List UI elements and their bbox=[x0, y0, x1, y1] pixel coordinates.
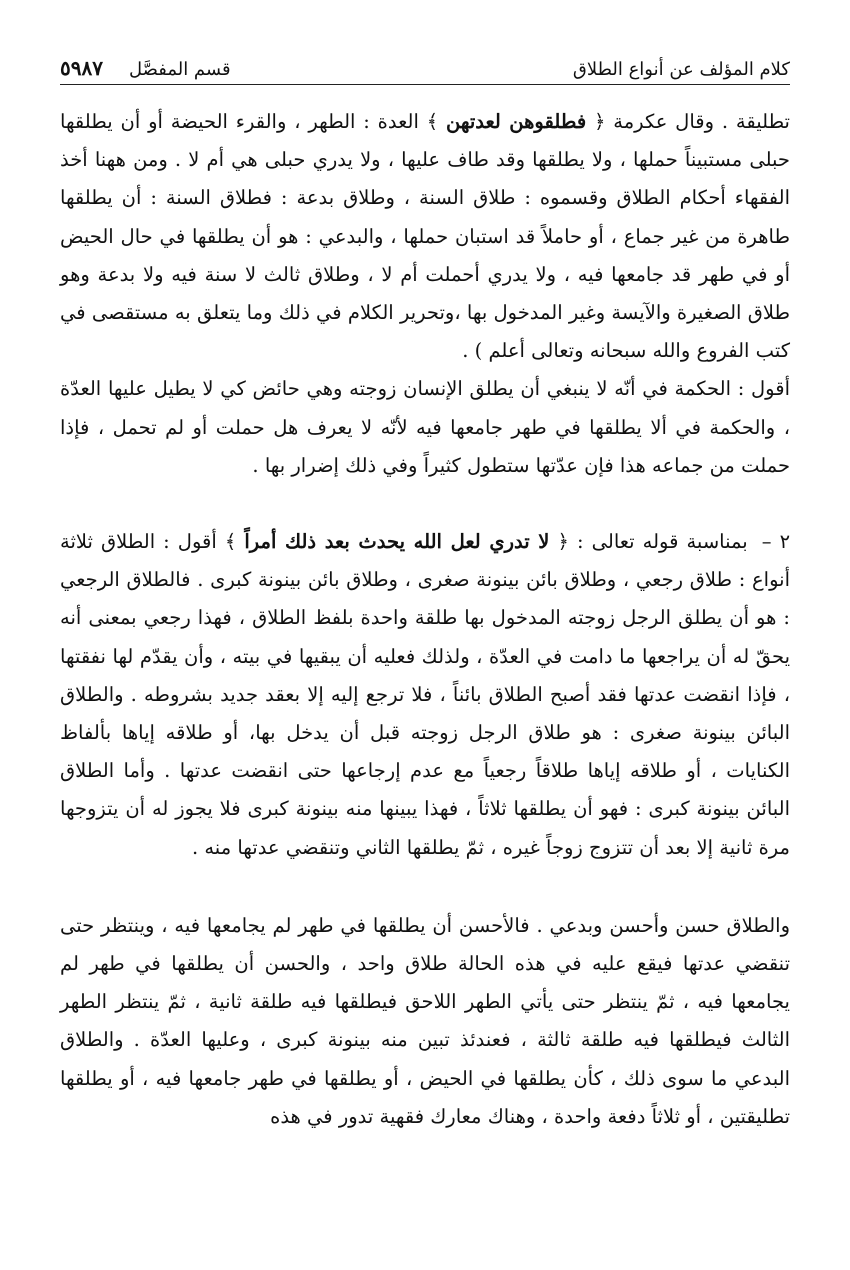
page-body bbox=[60, 103, 790, 1136]
paragraph-ikrima bbox=[60, 103, 790, 370]
quran-open-bracket: ﴿ bbox=[594, 110, 606, 133]
page-number: ٥٩٨٧ bbox=[60, 56, 103, 80]
paragraph-gap bbox=[60, 485, 790, 523]
paragraph-gap bbox=[60, 867, 790, 907]
paragraph-good-better-innovated bbox=[60, 907, 790, 1136]
paragraph-text: والطلاق حسن وأحسن وبدعي . فالأحسن أن يطلقها في طهر لم يجامعها فيه ، وينتظر حتى تنقضي عدتها فيقع عليه في هذه الحالة طلاق واحد ، والحسن أن يطلقها في طهر لم يجامعها فيه ، ثمّ ينتظر حتى يأتي الطهر اللاحق فيطلقها فيه طلقة ثانية ، ثمّ ينتظر الطهر الثالث فيطلقها فيه طلقة ثالثة ، فعندئذ تبين منه بينونة كبرى ، وعليها العدّة . والطلاق البدعي ما سوى ذلك ، كأن يطلقها في الحيض ، أو يطلقها في طهر جامعها فيه ، أو يطلقها تطليقتين ، أو ثلاثاً دفعة واحدة ، وهناك معارك فقهية تدور في هذه bbox=[60, 913, 790, 1128]
paragraph-text: أقول : الطلاق ثلاثة أنواع : طلاق رجعي ، وطلاق بائن بينونة صغرى ، وطلاق بائن بينونة كبرى . فالطلاق الرجعي : هو أن يطلق الرجل زوجته المدخول بها طلقة واحدة بلفظ الطلاق ، فهذا رجعي بمعنى أنه يحقّ له أن يراجعها ما دامت في العدّة ، ولذلك فعليه أن يبقيها في بيته ، وأن يقدّم لها نفقتها ، فإذا انقضت عدتها فقد أصبح الطلاق بائناً ، فلا ترجع إليه إلا بعقد جديد بشروطه . والطلاق البائن بينونة صغرى : هو طلاق الرجل زوجته قبل أن يدخل بها، أو طلاقه إياها بألفاظ الكنايات ، أو طلاقه إياها طلاقاً رجعياً مع عدم إرجاعها حتى انقضت عدتها . وأما الطلاق البائن بينونة كبرى : فهو أن يطلقها ثلاثاً ، فهذا يبينها منه بينونة كبرى فلا يجوز له أن يتزوجها مرة ثانية إلا بعد أن تتزوج زوجاً غيره ، ثمّ يطلقها الثاني وتنقضي عدتها منه . bbox=[60, 530, 790, 859]
quran-open-bracket: ﴿ bbox=[557, 530, 569, 554]
paragraph-types-of-divorce bbox=[60, 523, 790, 867]
quran-verse: لا تدري لعل الله يحدث بعد ذلك أمراً bbox=[244, 530, 550, 554]
paragraph-text: العدة : الطهر ، والقرء الحيضة أو أن يطلقها حبلى مستبيناً حملها ، ولا يطلقها وقد طاف عليها ، ولا يدري حبلى هي أم لا . ومن ههنا أخذ الفقهاء أحكام الطلاق وقسموه : طلاق السنة ، وطلاق بدعة : فطلاق السنة : أن يطلقها طاهرة من غير جماع ، أو حاملاً قد استبان حملها ، والبدعي : هو أن يطلقها في حال الحيض أو في طهر قد جامعها فيه ، ولا يدري أحملت أم لا ، وطلاق ثالث لا سنة فيه ولا بدعة وهو طلاق الصغيرة والآيسة وغير المدخول بها ،وتحرير الكلام في ذلك وما يتعلق به مستقصى في كتب الفروع والله سبحانه وتعالى أعلم ) . bbox=[60, 110, 790, 363]
running-head bbox=[60, 40, 790, 85]
chapter-title: كلام المؤلف عن أنواع الطلاق bbox=[572, 59, 790, 80]
quran-verse: فطلقوهن لعدتهن bbox=[446, 110, 587, 133]
item-number: ٢ – bbox=[761, 530, 791, 554]
quran-close-bracket: ﴾ bbox=[426, 110, 439, 133]
quran-close-bracket: ﴾ bbox=[224, 530, 237, 554]
paragraph-text: أقول : الحكمة في أنّه لا ينبغي أن يطلق الإنسان زوجته وهي حائض كي لا يطيل عليها العدّة ، والحكمة في ألا يطلقها في طهر جامعها فيه لأنّه لا يعرف هل حملت أو لم تحمل ، فإذا حملت من جماعه هذا فإن عدّتها ستطول كثيراً وفي ذلك إضرار بها . bbox=[60, 377, 790, 477]
section-title: قسم المفصَّل bbox=[128, 59, 231, 80]
paragraph-wisdom bbox=[60, 370, 790, 485]
book-page bbox=[60, 40, 790, 1240]
paragraph-text: بمناسبة قوله تعالى : bbox=[577, 530, 748, 554]
paragraph-text: تطليقة . وقال عكرمة bbox=[613, 110, 790, 133]
